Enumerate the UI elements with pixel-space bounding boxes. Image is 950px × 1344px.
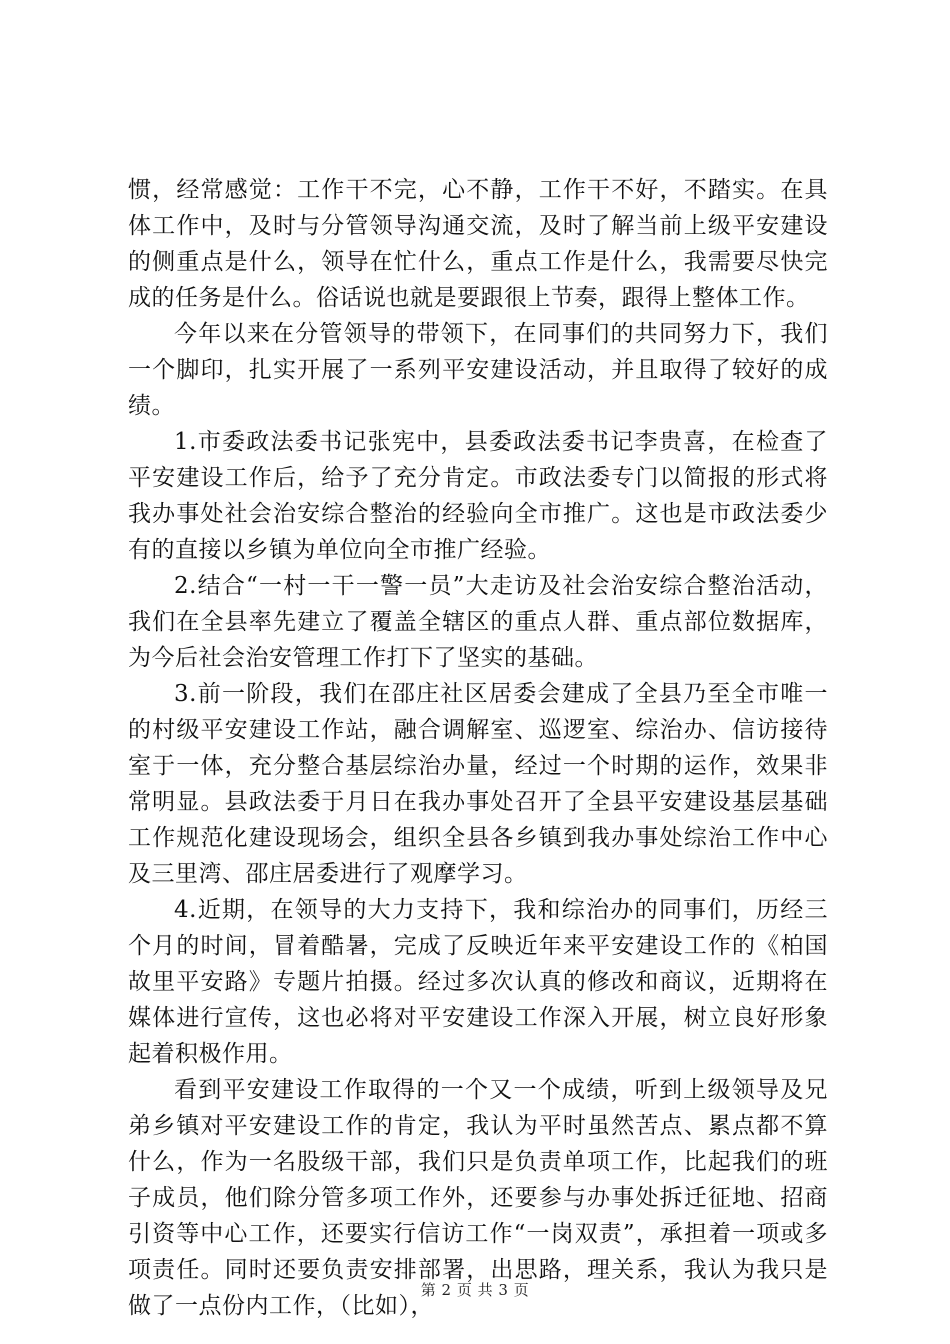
paragraph-intro: 今年以来在分管领导的带领下，在同事们的共同努力下，我们一个脚印，扎实开展了一系列平安建设活动，并且取得了较好的成绩。 [128,321,828,419]
paragraph-item-4: 4.近期，在领导的大力支持下，我和综治办的同事们，历经三个月的时间，冒着酷暑，完成了反映近年来平安建设工作的《柏国故里平安路》专题片拍摄。经过多次认真的修改和商议，近期将在媒体进行宣传，这也必将对平安建设工作深入开展，树立良好形象起着积极作用。 [128,897,828,1067]
paragraph-continuation: 惯，经常感觉：工作干不完，心不静，工作干不好，不踏实。在具体工作中，及时与分管领导沟通交流，及时了解当前上级平安建设的侧重点是什么，领导在忙什么，重点工作是什么，我需要尽快完成的任务是什么。俗话说也就是要跟很上节奏，跟得上整体工作。 [128,177,828,311]
paragraph-item-3: 3.前一阶段，我们在邵庄社区居委会建成了全县乃至全市唯一的村级平安建设工作站，融合调解室、巡逻室、综治办、信访接待室于一体，充分整合基层综治办量，经过一个时期的运作，效果非常明显。县政法委于月日在我办事处召开了全县平安建设基层基础工作规范化建设现场会，组织全县各乡镇到我办事处综治工作中心及三里湾、邵庄居委进行了观摩学习。 [128,681,828,887]
page-footer: 第 2 页 共 3 页 [420,1281,530,1299]
paragraph-item-2: 2.结合“一村一干一警一员”大走访及社会治安综合整治活动，我们在全县率先建立了覆盖全辖区的重点人群、重点部位数据库，为今后社会治安管理工作打下了坚实的基础。 [128,573,828,671]
paragraph-item-1: 1.市委政法委书记张宪中，县委政法委书记李贵喜，在检查了平安建设工作后，给予了充分肯定。市政法委专门以简报的形式将我办事处社会治安综合整治的经验向全市推广。这也是市政法委少有的直接以乡镇为单位向全市推广经验。 [128,429,828,563]
paragraph-conclusion: 看到平安建设工作取得的一个又一个成绩，听到上级领导及兄弟乡镇对平安建设工作的肯定，我认为平时虽然苦点、累点都不算什么，作为一名股级干部，我们只是负责单项工作，比起我们的班子成员，他们除分管多项工作外，还要参与办事处拆迁征地、招商引资等中心工作，还要实行信访工作“一岗双责”，承担着一项或多项责任。同时还要负责安排部署，出思路，理关系，我认为我只是做了一点份内工作，（比如）， [128,1077,828,1319]
document-body [128,172,828,1324]
